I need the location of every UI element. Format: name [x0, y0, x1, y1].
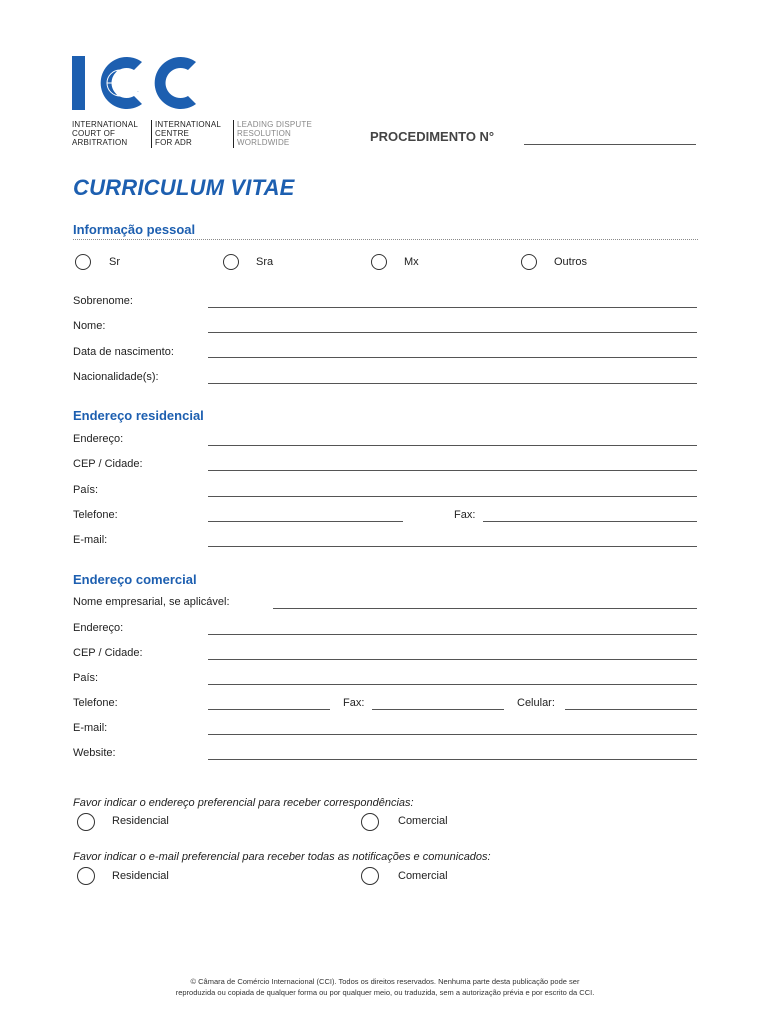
- biz-city-label: CEP / Cidade:: [73, 647, 143, 659]
- radio-mail-business[interactable]: [361, 813, 379, 831]
- nationality-field[interactable]: [208, 383, 697, 384]
- res-city-label: CEP / Cidade:: [73, 458, 143, 470]
- procedure-label: PROCEDIMENTO N°: [370, 129, 495, 144]
- biz-email-label: E-mail:: [73, 722, 108, 734]
- biz-address-field[interactable]: [208, 634, 697, 635]
- logo-text: ARBITRATION: [72, 138, 128, 147]
- res-email-field[interactable]: [208, 546, 697, 547]
- logo-text: INTERNATIONAL: [72, 120, 139, 129]
- procedure-number-field[interactable]: [524, 144, 696, 145]
- mail-preference-question: Favor indicar o endereço preferencial para receber correspondências:: [73, 797, 414, 809]
- footer-line-1: © Câmara de Comércio Internacional (CCI). Todos os direitos reservados. Nenhuma parte desta publicação pode ser: [190, 977, 580, 986]
- radio-email-business[interactable]: [361, 867, 379, 885]
- radio-label-sra: Sra: [256, 256, 274, 268]
- biz-fax-field[interactable]: [372, 709, 504, 710]
- logo-text: WORLDWIDE: [237, 138, 290, 147]
- radio-label-mx: Mx: [404, 256, 419, 268]
- first-name-field[interactable]: [208, 332, 697, 333]
- radio-label-outros: Outros: [554, 256, 588, 268]
- first-name-label: Nome:: [73, 320, 106, 332]
- res-country-field[interactable]: [208, 496, 697, 497]
- logo-text: RESOLUTION: [237, 129, 292, 138]
- res-city-field[interactable]: [208, 470, 697, 471]
- radio-label-sr: Sr: [109, 256, 120, 268]
- res-fax-label: Fax:: [454, 509, 476, 521]
- email-preference-question: Favor indicar o e-mail preferencial para receber todas as notificações e comunicados:: [73, 851, 491, 863]
- biz-email-field[interactable]: [208, 734, 697, 735]
- surname-label: Sobrenome:: [73, 295, 133, 307]
- company-name-label: Nome empresarial, se aplicável:: [73, 596, 230, 608]
- copyright-footer: [80, 976, 690, 998]
- radio-sr[interactable]: [75, 254, 91, 270]
- biz-mobile-label: Celular:: [517, 697, 555, 709]
- res-address-field[interactable]: [208, 445, 697, 446]
- radio-mx[interactable]: [371, 254, 387, 270]
- res-fax-field[interactable]: [483, 521, 697, 522]
- biz-fax-label: Fax:: [343, 697, 365, 709]
- res-country-label: País:: [73, 484, 99, 496]
- radio-label-mail-business: Comercial: [398, 815, 448, 827]
- nationality-label: Nacionalidade(s):: [73, 371, 159, 383]
- section-divider: [73, 239, 698, 240]
- birth-date-label: Data de nascimento:: [73, 346, 174, 358]
- res-phone-label: Telefone:: [73, 509, 118, 521]
- logo-text: LEADING DISPUTE: [237, 120, 313, 129]
- logo-wordmark: ICC: [137, 92, 139, 93]
- website-field[interactable]: [208, 759, 697, 760]
- biz-country-label: País:: [73, 672, 99, 684]
- radio-label-email-residential: Residencial: [112, 870, 169, 882]
- website-label: Website:: [73, 747, 116, 759]
- section-residential-address: Endereço residencial: [73, 408, 204, 423]
- logo-text: CENTRE: [155, 129, 190, 138]
- biz-phone-label: Telefone:: [73, 697, 118, 709]
- biz-phone-field[interactable]: [208, 709, 330, 710]
- birth-date-field[interactable]: [208, 357, 697, 358]
- radio-email-residential[interactable]: [77, 867, 95, 885]
- logo-text: COURT OF: [72, 129, 116, 138]
- icc-logo: [72, 52, 202, 114]
- company-name-field[interactable]: [273, 608, 697, 609]
- biz-address-label: Endereço:: [73, 622, 124, 634]
- res-phone-field[interactable]: [208, 521, 403, 522]
- logo-text: FOR ADR: [155, 138, 192, 147]
- biz-mobile-field[interactable]: [565, 709, 697, 710]
- biz-city-field[interactable]: [208, 659, 697, 660]
- biz-country-field[interactable]: [208, 684, 697, 685]
- res-address-label: Endereço:: [73, 433, 124, 445]
- res-email-label: E-mail:: [73, 534, 108, 546]
- footer-line-2: reproduzida ou copiada de qualquer forma ou por qualquer meio, ou traduzida, sem a autorização prévia e por escrito da CCI.: [175, 988, 595, 997]
- surname-field[interactable]: [208, 307, 697, 308]
- radio-label-mail-residential: Residencial: [112, 815, 169, 827]
- logo-text: INTERNATIONAL: [155, 120, 222, 129]
- radio-label-email-business: Comercial: [398, 870, 448, 882]
- radio-sra[interactable]: [223, 254, 239, 270]
- section-business-address: Endereço comercial: [73, 572, 197, 587]
- radio-mail-residential[interactable]: [77, 813, 95, 831]
- page-title: CURRICULUM VITAE: [73, 175, 295, 200]
- radio-outros[interactable]: [521, 254, 537, 270]
- section-personal-info: Informação pessoal: [73, 222, 196, 237]
